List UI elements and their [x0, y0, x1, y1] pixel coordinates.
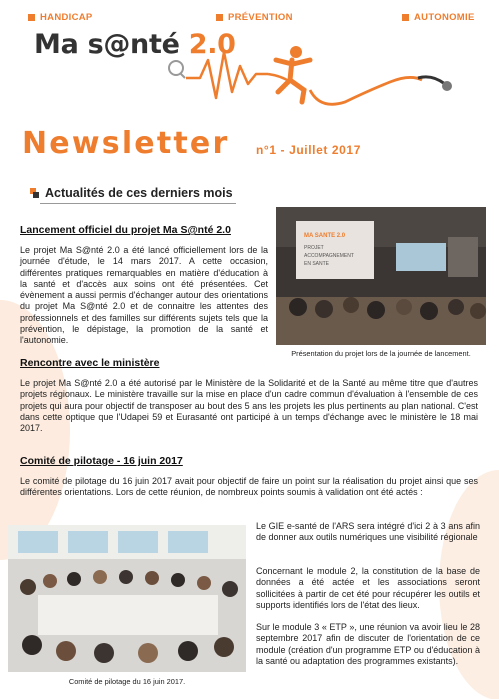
orange-square-icon: [28, 14, 35, 21]
committee-meeting-image: [8, 525, 246, 672]
stethoscope-head-icon: [418, 77, 452, 91]
article-launch-title: Lancement officiel du projet Ma S@nté 2.0: [20, 224, 231, 236]
section-bullet-icon: [30, 188, 39, 199]
committee-point-2: Concernant le module 2, la constitution de la base de données a été actée et les associations seront sollicitées à partir de cet été pour récupérer les outils et supports identifiés lors de l'état des lieux.: [256, 566, 480, 610]
running-figure-icon: [268, 46, 310, 102]
launch-photo-caption: Présentation du projet lors de la journée de lancement.: [291, 349, 471, 358]
article-committee-intro: Le comité de pilotage du 16 juin 2017 avait pour objectif de faire un point sur la réalisation du projet ainsi que ses différentes orientations. Lors de cette réunion, de nombreux points soumis à validation ont été actés :: [20, 476, 478, 498]
article-ministry-body: Le projet Ma S@nté 2.0 a été autorisé par le Ministère de la Solidarité et de la Santé au même titre que d'autres projets régionaux. Le ministère travaille sur la mise en place d'un cadre commun d'évaluation à l'ensemble de ces projets qui aura pour objectif de transposer au bout des 5 ans les projets les plus pertinents au plan national. C'est dans cette optique que l'Udapei 59 et Eurasanté ont participé à un temps d'échange avec le ministère le 18 mai 2017.: [20, 378, 478, 434]
section-title: Actualités de ces derniers mois: [45, 186, 233, 200]
logo-version: 2.0: [188, 29, 236, 60]
committee-photo-caption: Comité de pilotage du 16 juin 2017.: [68, 677, 186, 686]
category-handicap: HANDICAP: [28, 12, 93, 23]
orange-square-icon: [216, 14, 223, 21]
orange-square-icon: [402, 14, 409, 21]
heartbeat-stethoscope-illustration: [160, 40, 460, 130]
magnifier-icon: [169, 61, 185, 78]
svg-text:EN SANTE: EN SANTE: [304, 261, 330, 267]
article-committee-title: Comité de pilotage - 16 juin 2017: [20, 455, 183, 467]
committee-point-1: Le GIE e-santé de l'ARS sera intégré d'ici 2 à 3 ans afin de donner aux outils numériques une visibilité régionale: [256, 521, 480, 543]
svg-text:ACCOMPAGNEMENT: ACCOMPAGNEMENT: [304, 253, 354, 259]
committee-point-3: Sur le module 3 « ETP », une réunion va avoir lieu le 28 septembre 2017 afin de discuter de l'orientation de ce module (création d'un programme ETP ou d'éducation à la santé ou adaptation des programmes existants).: [256, 622, 480, 666]
stethoscope-tube-icon: [310, 77, 422, 104]
launch-event-photo: [276, 207, 486, 345]
category-prevention: PRÉVENTION: [216, 12, 293, 23]
newsletter-title: Newsletter: [22, 126, 230, 161]
section-header: [30, 186, 233, 200]
svg-text:MA SANTE 2.0: MA SANTE 2.0: [304, 233, 346, 239]
logo-main-text: Ma s@nté: [34, 29, 189, 60]
launch-event-image: [276, 207, 486, 345]
svg-text:PROJET: PROJET: [304, 245, 324, 251]
heartbeat-line-icon: [186, 52, 268, 98]
article-launch-body: Le projet Ma S@nté 2.0 a été lancé officiellement lors de la journée d'étude, le 14 mars 2017. A cette occasion, différentes pratiques remarquables en matière d'éducation à la santé et d'accès aux soins ont été présentées. Cet évènement a aussi permis d'échanger autour des orientations du projet Ma S@nté 2.0 et de connaitre les attentes des professionnels et des familles sur différents sujets tels que la prévention, le dépistage, la promotion de la santé et l'autonomie.: [20, 245, 268, 346]
committee-meeting-photo: [8, 525, 246, 672]
category-autonomie: AUTONOMIE: [402, 12, 475, 23]
section-divider: [40, 203, 236, 204]
newsletter-issue: n°1 - Juillet 2017: [256, 143, 361, 157]
category-bar: [20, 12, 489, 26]
article-ministry-title: Rencontre avec le ministère: [20, 357, 160, 369]
